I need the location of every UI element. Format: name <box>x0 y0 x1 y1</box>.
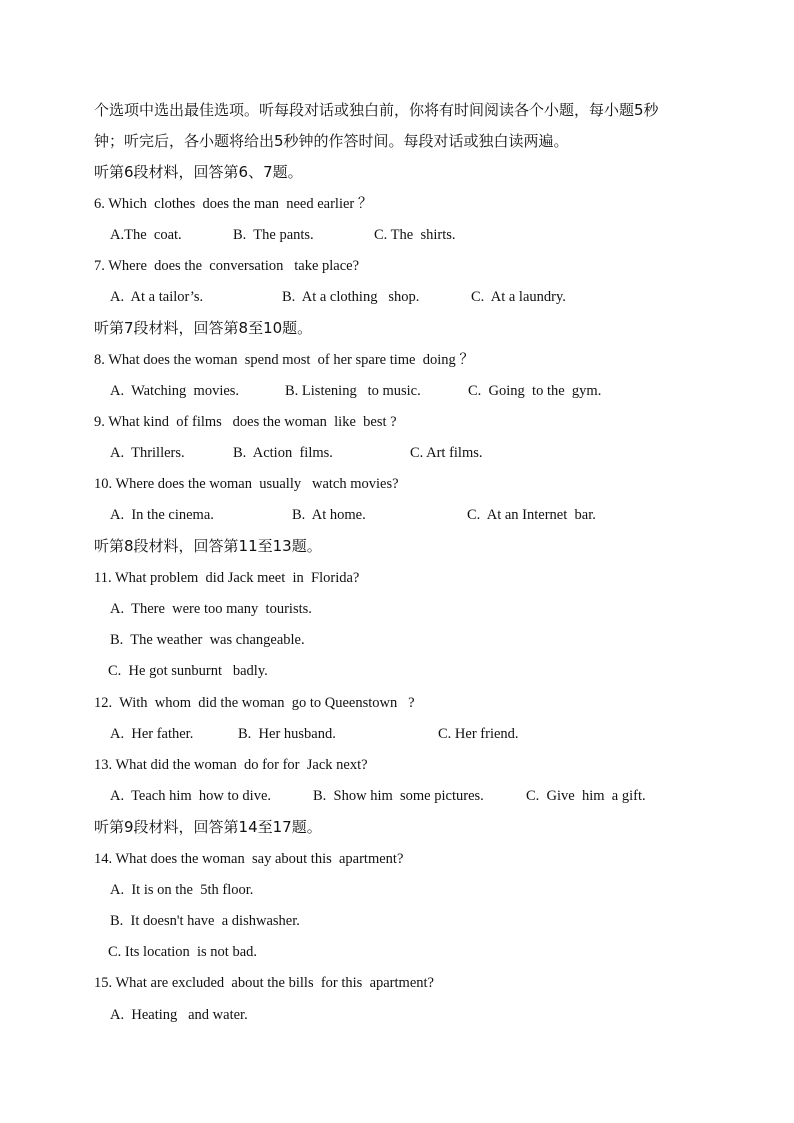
question-12-option-b: B. Her husband. <box>238 726 336 742</box>
section-heading-9: 听第9段材料，回答第14至17题。 <box>94 818 322 836</box>
question-15-option-a: A. Heating and water. <box>110 1007 248 1023</box>
question-13-stem: 13. What did the woman do for for Jack next? <box>94 757 368 773</box>
section-heading-7: 听第7段材料，回答第8至10题。 <box>94 319 313 337</box>
section-heading-6: 听第6段材料，回答第6、7题。 <box>94 163 303 181</box>
question-11-option-c: C. He got sunburnt badly. <box>108 663 268 679</box>
question-11-option-a: A. There were too many tourists. <box>110 601 312 617</box>
question-12-option-c: C. Her friend. <box>438 726 519 742</box>
question-15-stem: 15. What are excluded about the bills for this apartment? <box>94 975 434 991</box>
intro-line-2: 钟；听完后，各小题将给出5秒钟的作答时间。每段对话或独白读两遍。 <box>94 132 569 150</box>
question-7-option-c: C. At a laundry. <box>471 289 566 305</box>
question-7-option-a: A. At a tailor’s. <box>110 289 204 305</box>
question-6-option-c: C. The shirts. <box>374 227 456 243</box>
question-6-option-a: A.The coat. <box>110 227 182 243</box>
question-11-option-b: B. The weather was changeable. <box>110 632 305 648</box>
question-9-stem: 9. What kind of films does the woman like best ? <box>94 414 397 430</box>
question-10-stem: 10. Where does the woman usually watch movies? <box>94 476 399 492</box>
intro-line-1: 个选项中选出最佳选项。听每段对话或独白前，你将有时间阅读各个小题，每小题5秒 <box>94 101 659 119</box>
question-13-option-a: A. Teach him how to dive. <box>110 788 272 804</box>
question-13-option-c: C. Give him a gift. <box>526 788 646 804</box>
question-14-option-a: A. It is on the 5th floor. <box>110 882 254 898</box>
question-10-option-c: C. At an Internet bar. <box>467 507 596 523</box>
question-12-option-a: A. Her father. <box>110 726 194 742</box>
question-6-stem: 6. Which clothes does the man need earlier ？ <box>94 196 373 212</box>
section-heading-8: 听第8段材料，回答第11至13题。 <box>94 537 322 555</box>
question-8-option-b: B. Listening to music. <box>285 383 421 399</box>
question-14-option-c: C. Its location is not bad. <box>108 944 258 960</box>
question-8-option-c: C. Going to the gym. <box>468 383 602 399</box>
question-9-option-a: A. Thrillers. <box>110 445 185 461</box>
question-7-stem: 7. Where does the conversation take place? <box>94 258 360 274</box>
question-6-option-b: B. The pants. <box>233 227 314 243</box>
question-10-option-a: A. In the cinema. <box>110 507 214 523</box>
question-9-option-c: C. Art films. <box>410 445 483 461</box>
question-14-option-b: B. It doesn't have a dishwasher. <box>110 913 300 929</box>
question-10-option-b: B. At home. <box>292 507 366 523</box>
question-11-stem: 11. What problem did Jack meet in Florida? <box>94 570 360 586</box>
question-12-stem: 12. With whom did the woman go to Queenstown ? <box>94 695 415 711</box>
question-8-option-a: A. Watching movies. <box>110 383 240 399</box>
question-13-option-b: B. Show him some pictures. <box>313 788 484 804</box>
question-14-stem: 14. What does the woman say about this apartment? <box>94 851 404 867</box>
question-9-option-b: B. Action films. <box>233 445 333 461</box>
question-8-stem: 8. What does the woman spend most of her spare time doing ？ <box>94 352 474 368</box>
question-7-option-b: B. At a clothing shop. <box>282 289 420 305</box>
